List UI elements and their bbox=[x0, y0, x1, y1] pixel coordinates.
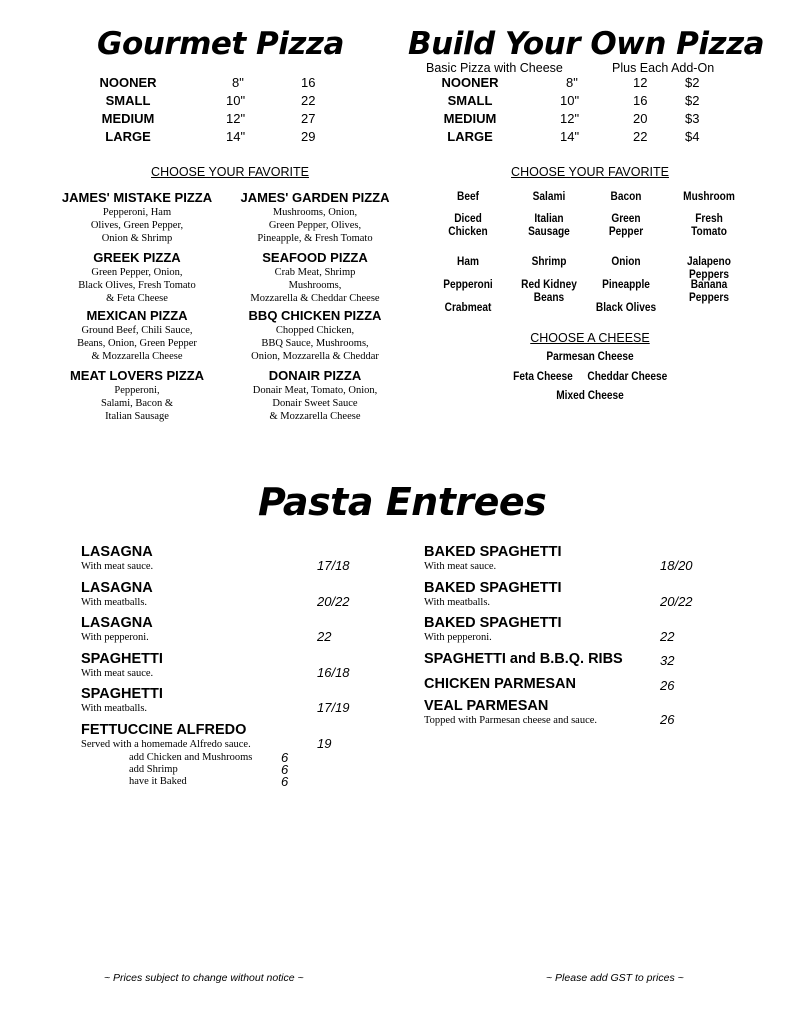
size-name: SMALL bbox=[105, 93, 151, 108]
pasta-price: 20/22 bbox=[317, 594, 350, 609]
pasta-desc: With meat sauce. bbox=[81, 561, 154, 572]
pizza-desc-line: Donair Meat, Tomato, Onion, bbox=[252, 385, 378, 396]
size-price: 22 bbox=[301, 93, 316, 108]
addon-label: Plus Each Add-On bbox=[612, 61, 715, 75]
topping-option: Jalapeno Peppers bbox=[687, 256, 731, 281]
pizza-desc-line: Green Pepper, Onion, bbox=[91, 267, 183, 278]
alfredo-addon-price: 6 bbox=[281, 774, 289, 789]
gourmet-size-row bbox=[80, 111, 340, 129]
pasta-desc: With meat sauce. bbox=[81, 668, 154, 679]
pizza-item bbox=[48, 368, 226, 423]
pasta-name: SPAGHETTI bbox=[81, 686, 163, 702]
basic-pizza-label: Basic Pizza with Cheese bbox=[426, 61, 563, 75]
pizza-desc-line: Donair Sweet Sauce bbox=[272, 398, 358, 409]
topping-option: Fresh Tomato bbox=[691, 213, 727, 238]
pasta-name: SPAGHETTI bbox=[81, 651, 163, 667]
footer-gst-notice: ~ Please add GST to prices ~ bbox=[546, 972, 684, 984]
pizza-desc-line: Mushrooms, Onion, bbox=[272, 207, 358, 218]
pizza-desc-line: Black Olives, Fresh Tomato bbox=[78, 280, 196, 291]
pasta-name: BAKED SPAGHETTI bbox=[424, 580, 562, 596]
pizza-name: MEAT LOVERS PIZZA bbox=[69, 368, 205, 383]
size-name: LARGE bbox=[447, 129, 493, 144]
pasta-desc: With meatballs. bbox=[81, 597, 148, 608]
pasta-price: 26 bbox=[660, 678, 675, 693]
topping-option: Crabmeat bbox=[444, 302, 492, 314]
pizza-desc-line: Ground Beef, Chili Sauce, bbox=[81, 325, 193, 336]
pasta-item bbox=[424, 651, 623, 668]
size-inches: 14" bbox=[226, 129, 246, 144]
pasta-item bbox=[424, 676, 576, 693]
pizza-desc-line: Onion & Shrimp bbox=[101, 233, 173, 244]
pasta-price: 16/18 bbox=[317, 665, 350, 680]
build-size-row bbox=[422, 75, 742, 93]
size-name: NOONER bbox=[441, 75, 499, 90]
pasta-name: FETTUCCINE ALFREDO bbox=[81, 722, 247, 738]
pasta-item bbox=[424, 580, 562, 609]
pasta-price: 18/20 bbox=[660, 558, 693, 573]
topping-option: Green Pepper bbox=[608, 213, 644, 238]
pasta-price: 22 bbox=[660, 629, 675, 644]
topping-option: Onion bbox=[611, 256, 641, 268]
pizza-desc-line: & Mozzarella Cheese bbox=[91, 351, 183, 362]
size-price: 12 bbox=[633, 75, 648, 90]
pasta-item bbox=[81, 615, 153, 644]
pasta-price: 19 bbox=[317, 736, 332, 751]
pasta-desc: With pepperoni. bbox=[424, 632, 492, 643]
gourmet-pizza-title: Gourmet Pizza bbox=[97, 26, 344, 62]
size-name: SMALL bbox=[447, 93, 493, 108]
pizza-name: BBQ CHICKEN PIZZA bbox=[248, 308, 382, 323]
pasta-name: VEAL PARMESAN bbox=[424, 698, 549, 714]
topping-option: Red Kidney Beans bbox=[521, 279, 577, 304]
pizza-desc-line: Chopped Chicken, bbox=[275, 325, 355, 336]
alfredo-addon-price: 6 bbox=[281, 762, 289, 777]
pasta-entrees-title: Pasta Entrees bbox=[258, 480, 547, 524]
pasta-name: BAKED SPAGHETTI bbox=[424, 615, 562, 631]
pizza-item bbox=[226, 190, 404, 245]
size-inches: 12" bbox=[226, 111, 246, 126]
pasta-name: CHICKEN PARMESAN bbox=[424, 676, 576, 692]
alfredo-addon-label: have it Baked bbox=[129, 776, 187, 787]
build-size-row bbox=[422, 93, 742, 111]
pizza-item bbox=[48, 190, 226, 245]
alfredo-addon-label: add Chicken and Mushrooms bbox=[129, 752, 253, 763]
pizza-desc-line: Beans, Onion, Green Pepper bbox=[77, 338, 197, 349]
topping-option: Beef bbox=[457, 191, 479, 203]
size-price: 20 bbox=[633, 111, 648, 126]
size-price: 29 bbox=[301, 129, 316, 144]
build-choose-label: CHOOSE YOUR FAVORITE bbox=[511, 165, 669, 179]
build-your-own-title: Build Your Own Pizza bbox=[408, 26, 765, 62]
pasta-item bbox=[81, 686, 163, 715]
size-inches: 12" bbox=[560, 111, 580, 126]
pizza-name: SEAFOOD PIZZA bbox=[262, 250, 368, 265]
gourmet-choose-label: CHOOSE YOUR FAVORITE bbox=[151, 165, 309, 179]
cheese-option: Feta Cheese bbox=[513, 371, 573, 383]
pasta-item bbox=[81, 722, 251, 751]
topping-option: Salami bbox=[532, 191, 566, 203]
size-inches: 8" bbox=[566, 75, 578, 90]
pasta-price: 32 bbox=[660, 653, 675, 668]
pasta-price: 17/19 bbox=[317, 700, 350, 715]
pizza-desc-line: Pepperoni, Ham bbox=[102, 207, 172, 218]
pizza-desc-line: BBQ Sauce, Mushrooms, bbox=[261, 338, 369, 349]
cheese-option: Parmesan Cheese bbox=[546, 351, 634, 363]
pizza-desc-line: Crab Meat, Shrimp bbox=[274, 267, 356, 278]
pasta-desc: Served with a homemade Alfredo sauce. bbox=[81, 739, 251, 750]
pasta-price: 20/22 bbox=[660, 594, 693, 609]
pizza-item bbox=[48, 308, 226, 363]
pizza-name: JAMES' MISTAKE PIZZA bbox=[61, 190, 213, 205]
topping-option: Diced Chicken bbox=[448, 213, 488, 238]
pizza-desc-line: & Mozzarella Cheese bbox=[269, 411, 361, 422]
alfredo-addon-label: add Shrimp bbox=[129, 764, 178, 775]
alfredo-addon-price: 6 bbox=[281, 750, 289, 765]
pizza-item bbox=[226, 250, 404, 305]
size-name: MEDIUM bbox=[101, 111, 155, 126]
build-size-row bbox=[422, 129, 742, 147]
cheese-option: Cheddar Cheese bbox=[587, 371, 668, 383]
pizza-name: JAMES' GARDEN PIZZA bbox=[240, 190, 390, 205]
pasta-desc: Topped with Parmesan cheese and sauce. bbox=[424, 715, 598, 726]
topping-option: Pepperoni bbox=[443, 279, 493, 291]
pizza-desc-line: Green Pepper, Olives, bbox=[268, 220, 362, 231]
pizza-item bbox=[226, 368, 404, 423]
size-price: 22 bbox=[633, 129, 648, 144]
addon-price: $2 bbox=[685, 75, 700, 90]
cheese-option: Mixed Cheese bbox=[556, 390, 624, 402]
topping-option: Pineapple bbox=[602, 279, 650, 291]
pasta-name: LASAGNA bbox=[81, 544, 153, 560]
pizza-desc-line: Mozzarella & Cheddar Cheese bbox=[250, 293, 380, 304]
pasta-item bbox=[424, 615, 562, 644]
pasta-item bbox=[81, 651, 163, 680]
topping-option: Mushroom bbox=[683, 191, 735, 203]
size-name: MEDIUM bbox=[443, 111, 497, 126]
build-size-row bbox=[422, 111, 742, 129]
pizza-desc-line: Pineapple, & Fresh Tomato bbox=[257, 233, 373, 244]
footer-price-notice: ~ Prices subject to change without notice ~ bbox=[104, 972, 304, 984]
pasta-desc: With meatballs. bbox=[81, 703, 148, 714]
pizza-desc-line: Pepperoni, bbox=[114, 385, 160, 396]
size-inches: 14" bbox=[560, 129, 580, 144]
pizza-item bbox=[48, 250, 226, 305]
topping-option: Ham bbox=[457, 256, 479, 268]
pizza-name: DONAIR PIZZA bbox=[268, 368, 362, 383]
pasta-price: 26 bbox=[660, 712, 675, 727]
topping-option: Banana Peppers bbox=[689, 279, 729, 304]
addon-price: $4 bbox=[685, 129, 700, 144]
topping-option: Shrimp bbox=[531, 256, 567, 268]
pasta-desc: With pepperoni. bbox=[81, 632, 149, 643]
addon-price: $3 bbox=[685, 111, 700, 126]
size-name: NOONER bbox=[99, 75, 157, 90]
gourmet-size-row bbox=[80, 93, 340, 111]
pasta-name: SPAGHETTI and B.B.Q. RIBS bbox=[424, 651, 623, 667]
pasta-name: LASAGNA bbox=[81, 615, 153, 631]
pizza-desc-line: Salami, Bacon & bbox=[100, 398, 174, 409]
size-price: 16 bbox=[301, 75, 316, 90]
pizza-desc-line: Onion, Mozzarella & Cheddar bbox=[251, 351, 379, 362]
size-price: 27 bbox=[301, 111, 316, 126]
pasta-item bbox=[81, 580, 153, 609]
size-price: 16 bbox=[633, 93, 648, 108]
pasta-price: 22 bbox=[317, 629, 332, 644]
size-inches: 8" bbox=[232, 75, 244, 90]
pasta-name: BAKED SPAGHETTI bbox=[424, 544, 562, 560]
pizza-name: MEXICAN PIZZA bbox=[86, 308, 188, 323]
pizza-desc-line: Mushrooms, bbox=[288, 280, 342, 291]
pizza-desc-line: Italian Sausage bbox=[105, 411, 169, 422]
size-inches: 10" bbox=[560, 93, 580, 108]
pasta-price: 17/18 bbox=[317, 558, 350, 573]
pizza-item bbox=[226, 308, 404, 363]
pasta-item bbox=[81, 544, 153, 573]
addon-price: $2 bbox=[685, 93, 700, 108]
topping-option: Black Olives bbox=[595, 302, 657, 314]
topping-option: Bacon bbox=[610, 191, 642, 203]
gourmet-size-row bbox=[80, 75, 340, 93]
pasta-desc: With meatballs. bbox=[424, 597, 491, 608]
topping-option: Italian Sausage bbox=[528, 213, 570, 238]
pasta-name: LASAGNA bbox=[81, 580, 153, 596]
pasta-item bbox=[424, 544, 562, 573]
pasta-item bbox=[424, 698, 597, 727]
gourmet-size-row bbox=[80, 129, 340, 147]
pasta-desc: With meat sauce. bbox=[424, 561, 497, 572]
cheese-choose-label: CHOOSE A CHEESE bbox=[530, 331, 650, 345]
size-name: LARGE bbox=[105, 129, 151, 144]
pizza-desc-line: & Feta Cheese bbox=[106, 293, 168, 304]
pizza-name: GREEK PIZZA bbox=[93, 250, 181, 265]
pizza-desc-line: Olives, Green Pepper, bbox=[90, 220, 184, 231]
size-inches: 10" bbox=[226, 93, 246, 108]
